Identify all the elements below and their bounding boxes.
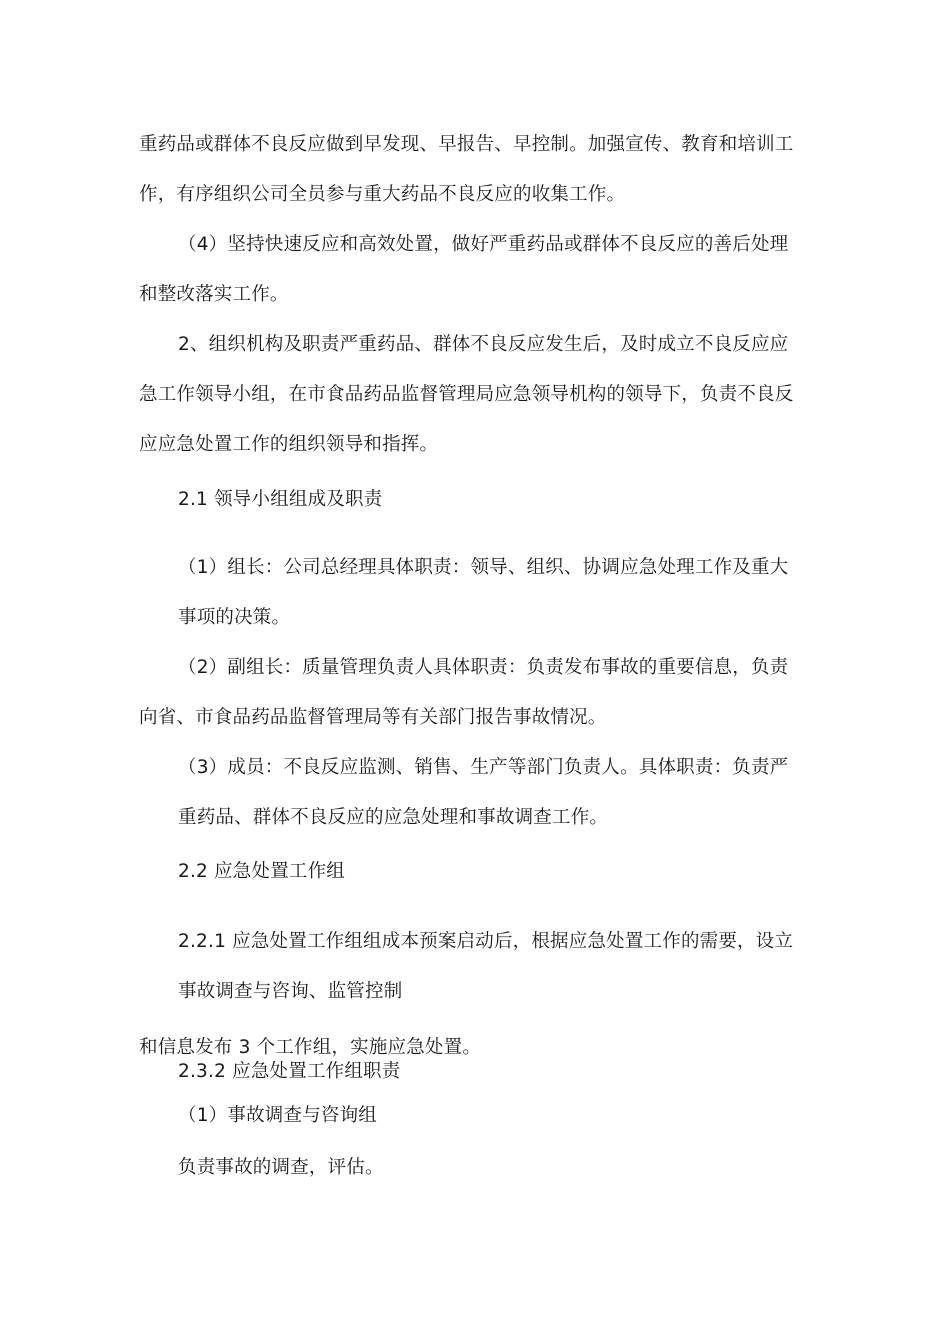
body-text-line: 急工作领导小组，在市食品药品监督管理局应急领导机构的领导下，负责不良反 bbox=[139, 384, 794, 405]
list-item-line: （4）坚持快速反应和高效处置，做好严重药品或群体不良反应的善后处理 bbox=[178, 234, 789, 255]
body-text-line: 和整改落实工作。 bbox=[139, 284, 289, 305]
body-text-line: 事故调查与咨询、监管控制 bbox=[178, 981, 403, 1002]
subsection-heading: 2.3.2 应急处置工作组职责 bbox=[178, 1061, 401, 1082]
body-text-line: 应应急处置工作的组织领导和指挥。 bbox=[139, 434, 439, 455]
body-text-line: 和信息发布 3 个工作组，实施应急处置。 bbox=[139, 1037, 482, 1058]
body-text-line: 事项的决策。 bbox=[178, 607, 291, 628]
subsection-paragraph-line: 2.2.1 应急处置工作组组成本预案启动后，根据应急处置工作的需要，设立 bbox=[178, 931, 794, 952]
list-item-line: （1）事故调查与咨询组 bbox=[178, 1105, 377, 1126]
body-text-line: 向省、市食品药品监督管理局等有关部门报告事故情况。 bbox=[139, 707, 607, 728]
body-text-line: 重药品、群体不良反应的应急处理和事故调查工作。 bbox=[178, 807, 609, 828]
list-item-line: （1）组长：公司总经理具体职责：领导、组织、协调应急处理工作及重大 bbox=[178, 557, 789, 578]
body-text-line: 负责事故的调查，评估。 bbox=[178, 1157, 384, 1178]
list-item-line: （2）副组长：质量管理负责人具体职责：负责发布事故的重要信息，负责 bbox=[178, 657, 789, 678]
section-heading: 2.1 领导小组组成及职责 bbox=[178, 489, 383, 510]
body-text-line: 重药品或群体不良反应做到早发现、早报告、早控制。加强宣传、教育和培训工 bbox=[139, 134, 794, 155]
list-item-line: （3）成员：不良反应监测、销售、生产等部门负责人。具体职责：负责严 bbox=[178, 757, 789, 778]
section-paragraph-line: 2、组织机构及职责严重药品、群体不良反应发生后，及时成立不良反应应 bbox=[178, 334, 789, 355]
section-heading: 2.2 应急处置工作组 bbox=[178, 861, 346, 882]
body-text-line: 作，有序组织公司全员参与重大药品不良反应的收集工作。 bbox=[139, 184, 626, 205]
